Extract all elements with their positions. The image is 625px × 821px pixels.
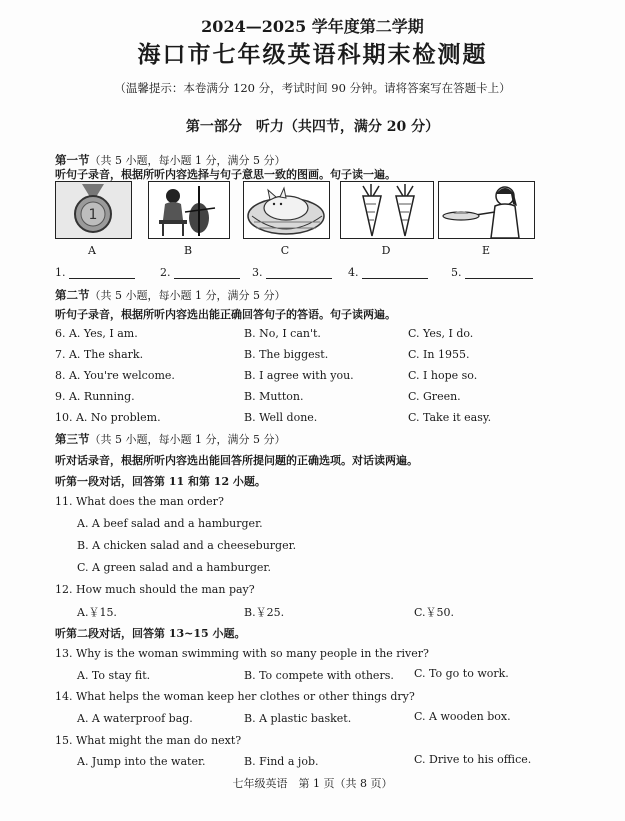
part1-title: 第一部分 听力（共四节，满分 20 分）	[185, 119, 440, 135]
q6-option-a[interactable]: 6. A. Yes, I am.	[55, 327, 138, 340]
section2-instruction: 听句子录音，根据所听内容选出能正确回答句子的答语。句子读两遍。	[55, 308, 396, 321]
q9-option-a[interactable]: 9. A. Running.	[55, 390, 135, 403]
picture-label-b: B	[183, 244, 193, 257]
cello-girl-icon	[149, 182, 229, 238]
section1-instruction: 听句子录音，根据所听内容选择与句子意思一致的图画。句子读一遍。	[55, 168, 396, 181]
picture-c	[243, 181, 330, 239]
q7-option-c[interactable]: C. In 1955.	[408, 348, 470, 361]
dialog1-intro: 听第一段对话，回答第 11 和第 12 小题。	[55, 475, 266, 488]
picture-d	[340, 181, 434, 239]
svg-text:1: 1	[88, 207, 98, 223]
picture-label-c: C	[280, 244, 290, 257]
dialog2-intro: 听第二段对话，回答第 13~15 小题。	[55, 627, 246, 640]
page-footer: 七年级英语 第 1 页（共 8 页）	[232, 777, 393, 790]
q7-option-a[interactable]: 7. A. The shark.	[55, 348, 144, 361]
q11-option-c[interactable]: C. A green salad and a hamburger.	[77, 561, 271, 574]
medal-icon	[56, 182, 131, 238]
q11-option-b[interactable]: B. A chicken salad and a cheeseburger.	[77, 539, 297, 552]
q10-option-b[interactable]: B. Well done.	[244, 411, 318, 424]
picture-e	[438, 181, 535, 239]
answer-blank-5[interactable]: 5.	[451, 266, 533, 279]
q12-option-b[interactable]: B.￥25.	[244, 606, 285, 619]
q8-option-c[interactable]: C. I hope so.	[408, 369, 478, 382]
q6-option-b[interactable]: B. No, I can't.	[244, 327, 321, 340]
section1-meta: （共 5 小题，每小题 1 分，满分 5 分）	[89, 154, 286, 167]
picture-label-e: E	[481, 244, 491, 257]
q13-option-b[interactable]: B. To compete with others.	[244, 669, 394, 682]
q14-option-b[interactable]: B. A plastic basket.	[244, 712, 352, 725]
q12-option-c[interactable]: C.￥50.	[414, 606, 455, 619]
section2-meta: （共 5 小题，每小题 1 分，满分 5 分）	[89, 289, 286, 302]
answer-blank-1[interactable]: 1.	[55, 266, 135, 279]
q13-stem: 13. Why is the woman swimming with so many people in the river?	[55, 647, 429, 660]
q15-option-c[interactable]: C. Drive to his office.	[414, 753, 532, 766]
picture-label-d: D	[381, 244, 391, 257]
answer-blank-4[interactable]: 4.	[348, 266, 428, 279]
girl-plate-icon	[439, 182, 534, 238]
section2-heading	[55, 287, 285, 303]
q11-stem: 11. What does the man order?	[55, 495, 224, 508]
q14-option-a[interactable]: A. A waterproof bag.	[77, 712, 193, 725]
q9-option-c[interactable]: C. Green.	[408, 390, 461, 403]
section3-heading	[55, 431, 285, 447]
answer-blank-3[interactable]: 3.	[252, 266, 332, 279]
picture-b	[148, 181, 230, 239]
picture-label-a: A	[88, 244, 96, 257]
exam-title: 海口市七年级英语科期末检测题	[137, 41, 488, 68]
section1-label: 第一节	[55, 153, 90, 167]
q11-option-a[interactable]: A. A beef salad and a hamburger.	[77, 517, 263, 530]
q10-option-c[interactable]: C. Take it easy.	[408, 411, 492, 424]
section2-label: 第二节	[55, 288, 90, 302]
carrots-icon	[341, 182, 433, 238]
q6-option-c[interactable]: C. Yes, I do.	[408, 327, 474, 340]
q15-option-b[interactable]: B. Find a job.	[244, 755, 319, 768]
answer-blank-2[interactable]: 2.	[160, 266, 240, 279]
q12-option-a[interactable]: A.￥15.	[77, 606, 117, 619]
q14-option-c[interactable]: C. A wooden box.	[414, 710, 511, 723]
q10-option-a[interactable]: 10. A. No problem.	[55, 411, 161, 424]
cat-basket-icon	[244, 182, 329, 238]
section3-label: 第三节	[55, 432, 90, 446]
year-line: 2024—2025 学年度第二学期	[201, 17, 424, 36]
q7-option-b[interactable]: B. The biggest.	[244, 348, 329, 361]
q15-option-a[interactable]: A. Jump into the water.	[77, 755, 206, 768]
q8-option-a[interactable]: 8. A. You're welcome.	[55, 369, 175, 382]
q12-stem: 12. How much should the man pay?	[55, 583, 255, 596]
q9-option-b[interactable]: B. Mutton.	[244, 390, 304, 403]
section3-instruction: 听对话录音，根据所听内容选出能回答所提问题的正确选项。对话读两遍。	[55, 454, 418, 467]
q15-stem: 15. What might the man do next?	[55, 734, 242, 747]
q8-option-b[interactable]: B. I agree with you.	[244, 369, 354, 382]
q14-stem: 14. What helps the woman keep her clothes or other things dry?	[55, 690, 415, 703]
q13-option-c[interactable]: C. To go to work.	[414, 667, 509, 680]
q13-option-a[interactable]: A. To stay fit.	[77, 669, 151, 682]
section3-meta: （共 5 小题，每小题 1 分，满分 5 分）	[89, 433, 286, 446]
picture-a	[55, 181, 132, 239]
exam-tip: （温馨提示：本卷满分 120 分，考试时间 90 分钟。请将答案写在答题卡上）	[114, 81, 511, 95]
